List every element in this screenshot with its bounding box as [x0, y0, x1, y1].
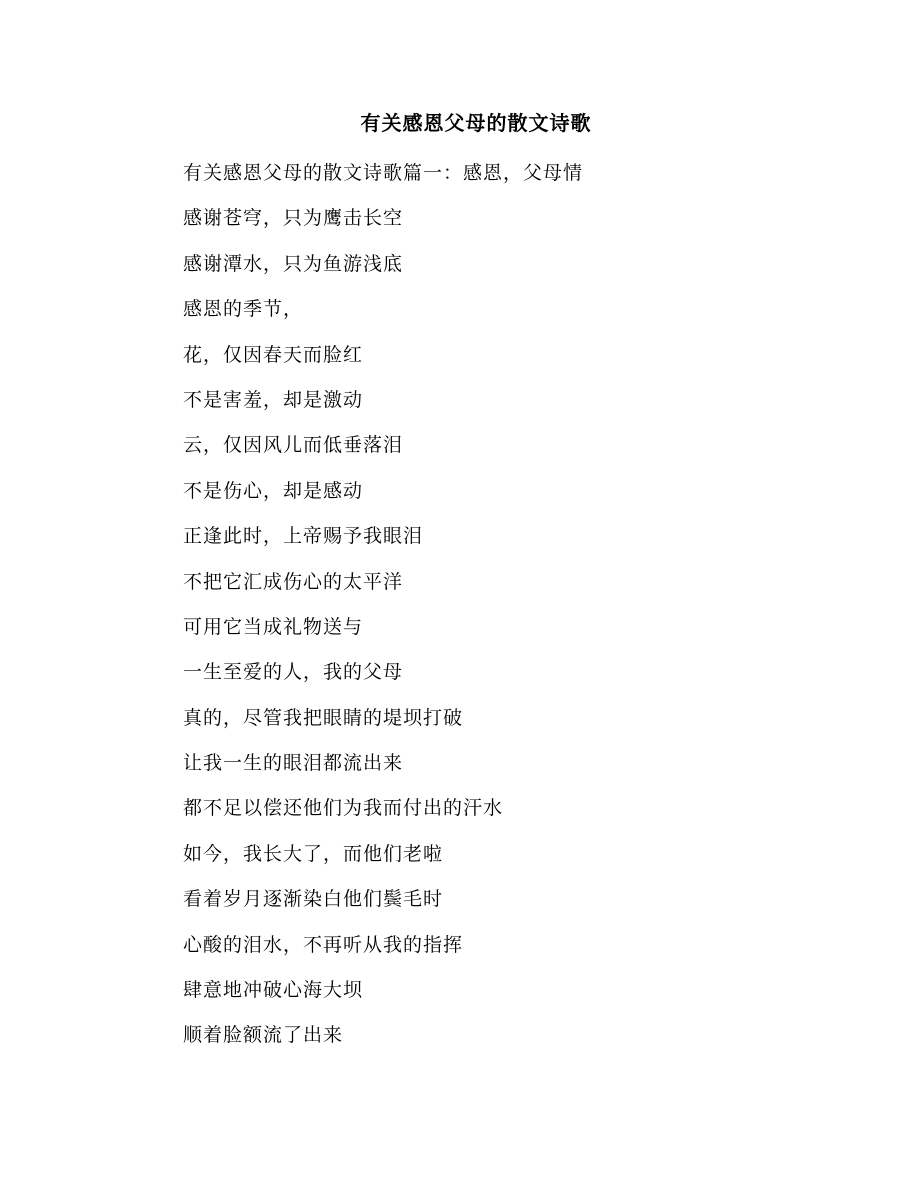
poem-line: 不是伤心，却是感动 [183, 479, 364, 502]
poem-line: 感谢潭水，只为鱼游浅底 [183, 252, 404, 275]
poem-line: 真的，尽管我把眼睛的堤坝打破 [183, 706, 464, 729]
poem-line: 肆意地冲破心海大坝 [183, 979, 364, 1002]
poem-line: 有关感恩父母的散文诗歌篇一：感恩，父母情 [183, 162, 584, 184]
poem-line: 花，仅因春天而脸红 [183, 343, 364, 366]
poem-line: 云，仅因风儿而低垂落泪 [183, 434, 404, 457]
poem-line: 顺着脸额流了出来 [183, 1024, 344, 1047]
poem-line: 如今，我长大了，而他们老啦 [183, 842, 444, 865]
poem-line: 不把它汇成伤心的太平洋 [183, 570, 404, 593]
poem-line: 感恩的季节， [183, 298, 304, 321]
poem-line: 一生至爱的人，我的父母 [183, 661, 404, 684]
poem-line: 不是害羞，却是激动 [183, 388, 364, 411]
poem-line: 心酸的泪水，不再听从我的指挥 [183, 933, 464, 956]
poem-line: 可用它当成礼物送与 [183, 615, 364, 638]
poem-line: 正逢此时，上帝赐予我眼泪 [183, 525, 424, 548]
poem-line: 让我一生的眼泪都流出来 [183, 752, 404, 775]
poem-line: 看着岁月逐渐染白他们鬓毛时 [183, 888, 444, 911]
poem-line: 都不足以偿还他们为我而付出的汗水 [183, 797, 504, 820]
poem-line: 感谢苍穹，只为鹰击长空 [183, 207, 404, 230]
page-title: 有关感恩父母的散文诗歌 [360, 111, 592, 135]
poem-body [183, 159, 583, 1067]
